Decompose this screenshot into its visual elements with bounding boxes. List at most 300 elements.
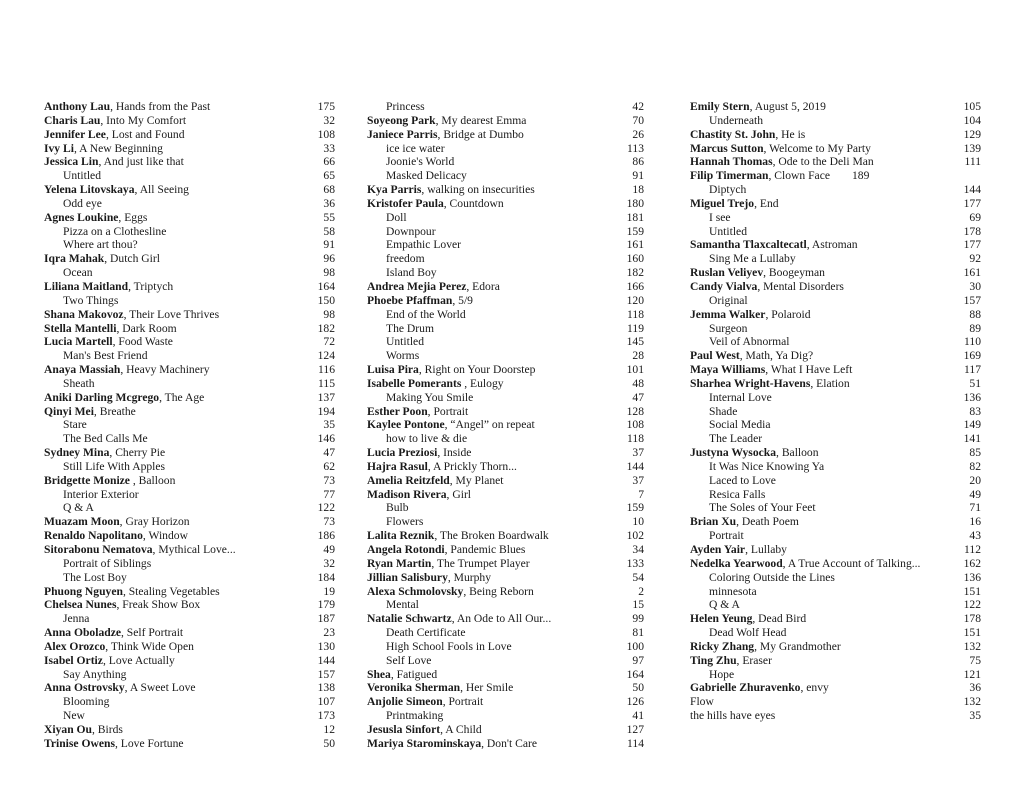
author-name: Chelsea Nunes bbox=[44, 598, 117, 612]
work-title: Original bbox=[709, 293, 748, 307]
index-entry bbox=[367, 460, 644, 474]
index-sub-entry bbox=[44, 266, 335, 280]
index-entry bbox=[44, 681, 335, 695]
work-title: Astroman bbox=[811, 238, 858, 252]
page-number: 91 bbox=[632, 169, 644, 183]
separator: , bbox=[142, 529, 149, 543]
entry-text bbox=[367, 571, 491, 585]
author-name: Paul West bbox=[690, 349, 740, 363]
work-title: Worms bbox=[386, 349, 420, 363]
page-number: 42 bbox=[632, 100, 644, 113]
index-sub-entry bbox=[367, 598, 644, 612]
index-entry bbox=[367, 529, 644, 543]
work-title: Flowers bbox=[386, 515, 424, 529]
work-title: ice ice water bbox=[386, 141, 445, 155]
separator: , bbox=[446, 487, 453, 501]
author-name: Gabrielle Zhuravenko bbox=[690, 681, 801, 695]
work-title: Cherry Pie bbox=[115, 446, 166, 460]
index-entry bbox=[44, 654, 335, 668]
index-entry bbox=[367, 363, 644, 377]
index-entry bbox=[44, 128, 335, 142]
work-title: Ode to the Deli Man bbox=[778, 155, 874, 169]
work-title: Doll bbox=[386, 210, 407, 224]
page-number: 157 bbox=[317, 667, 335, 681]
entry-text bbox=[367, 432, 467, 446]
author-name: Phuong Nguyen bbox=[44, 584, 123, 598]
index-entry bbox=[44, 142, 335, 156]
page-number: 161 bbox=[626, 238, 644, 252]
entry-text bbox=[367, 266, 437, 280]
work-title: Internal Love bbox=[709, 390, 772, 404]
author-name: Sitorabonu Nematova bbox=[44, 543, 153, 556]
author-name: Janiece Parris bbox=[367, 127, 438, 141]
entry-text bbox=[44, 585, 220, 599]
index-sub-entry bbox=[44, 225, 335, 239]
author-name: Iqra Mahak bbox=[44, 252, 105, 266]
work-title: Say Anything bbox=[63, 667, 127, 681]
work-title: Right on Your Doorstep bbox=[424, 363, 536, 377]
work-title: Death Certificate bbox=[386, 626, 466, 640]
page-number: 50 bbox=[632, 681, 644, 695]
page-number: 189 bbox=[852, 169, 870, 183]
entry-text bbox=[44, 737, 184, 751]
page-number: 102 bbox=[626, 529, 644, 543]
page-number: 68 bbox=[323, 183, 335, 197]
page-number: 92 bbox=[969, 252, 981, 266]
index-sub-entry bbox=[690, 432, 981, 446]
author-name: Phoebe Pfaffman bbox=[367, 293, 453, 307]
work-title: Being Reborn bbox=[469, 584, 534, 598]
work-title: Don't Care bbox=[486, 736, 537, 750]
separator: , bbox=[110, 100, 116, 113]
index-entry bbox=[690, 612, 981, 626]
author-name: Andrea Mejia Perez bbox=[367, 279, 467, 293]
separator: , bbox=[152, 543, 159, 556]
entry-text bbox=[690, 557, 920, 571]
page-number: 120 bbox=[626, 293, 644, 307]
page-number: 2 bbox=[638, 584, 644, 598]
index-entry bbox=[44, 446, 335, 460]
separator: , bbox=[806, 238, 812, 252]
author-name: Lucia Preziosi bbox=[367, 446, 438, 460]
work-title: Murphy bbox=[453, 570, 492, 584]
entry-text bbox=[44, 155, 184, 169]
author-name: Mariya Starominskaya bbox=[367, 736, 482, 750]
page-number: 112 bbox=[964, 543, 981, 556]
entry-text bbox=[44, 211, 147, 225]
page-number: 144 bbox=[626, 459, 644, 473]
entry-text bbox=[44, 446, 165, 460]
work-title: A Child bbox=[445, 722, 482, 736]
index-entry bbox=[44, 723, 335, 737]
separator: , bbox=[128, 279, 134, 293]
work-title: Polaroid bbox=[771, 307, 811, 321]
page-number: 173 bbox=[317, 709, 335, 723]
entry-text bbox=[367, 391, 473, 405]
entry-text bbox=[44, 322, 177, 336]
separator: , bbox=[442, 695, 449, 709]
author-name: Muazam Moon bbox=[44, 515, 120, 529]
work-title: The Lost Boy bbox=[63, 570, 127, 584]
separator: , bbox=[736, 653, 743, 667]
index-sub-entry bbox=[690, 474, 981, 488]
entry-text bbox=[44, 598, 200, 612]
separator: , bbox=[73, 141, 80, 155]
separator: , bbox=[109, 446, 116, 460]
work-title: All Seeing bbox=[139, 183, 189, 197]
page-number: 164 bbox=[317, 279, 335, 293]
entry-text bbox=[690, 155, 874, 169]
separator: , bbox=[124, 681, 130, 695]
index-entry bbox=[44, 280, 335, 294]
entry-text bbox=[367, 488, 471, 502]
page-number: 54 bbox=[632, 570, 644, 584]
author-name: Charis Lau bbox=[44, 113, 101, 127]
author-name: Jesusla Sinfort bbox=[367, 722, 441, 736]
separator: , bbox=[120, 363, 127, 377]
page-number: 101 bbox=[626, 363, 644, 377]
page-number: 58 bbox=[323, 224, 335, 238]
index-entry bbox=[690, 155, 981, 169]
index-entry bbox=[367, 557, 644, 571]
work-title: Shade bbox=[709, 404, 738, 418]
entry-text bbox=[690, 654, 772, 668]
entry-text bbox=[44, 238, 138, 252]
index-entry bbox=[690, 238, 981, 252]
index-entry bbox=[367, 377, 644, 391]
page-number: 136 bbox=[963, 570, 981, 584]
separator: , bbox=[159, 390, 165, 404]
index-sub-entry bbox=[367, 654, 644, 668]
entry-text bbox=[44, 363, 210, 377]
index-sub-entry bbox=[367, 515, 644, 529]
work-title: Bridge at Dumbo bbox=[443, 127, 524, 141]
page-number: 177 bbox=[963, 238, 981, 252]
work-title: A Sweet Love bbox=[129, 681, 196, 695]
work-title: The Broken Boardwalk bbox=[439, 529, 549, 543]
entry-text bbox=[690, 640, 841, 654]
entry-text bbox=[44, 668, 126, 682]
index-entry bbox=[367, 418, 644, 432]
author-name: Anthony Lau bbox=[44, 100, 111, 113]
index-sub-entry bbox=[690, 626, 981, 640]
entry-text bbox=[690, 571, 835, 585]
page-number: 18 bbox=[632, 183, 644, 197]
index-entry bbox=[367, 723, 644, 737]
work-title: Eraser bbox=[742, 653, 772, 667]
separator: , bbox=[427, 404, 434, 418]
entry-text bbox=[367, 294, 473, 308]
entry-text bbox=[44, 142, 163, 156]
separator: , bbox=[118, 210, 125, 224]
page-number: 124 bbox=[317, 349, 335, 363]
page-number: 132 bbox=[963, 639, 981, 653]
work-title: Lullaby bbox=[750, 543, 787, 556]
index-sub-entry bbox=[690, 668, 981, 682]
author-name: Anna Oboladze bbox=[44, 626, 121, 640]
page-number: 96 bbox=[323, 252, 335, 266]
author-name: Ruslan Veliyev bbox=[690, 266, 764, 280]
page-number: 141 bbox=[963, 432, 981, 446]
work-title: Underneath bbox=[709, 113, 764, 127]
index-entry bbox=[690, 128, 981, 142]
separator: , bbox=[754, 639, 760, 653]
entry-text bbox=[367, 515, 423, 529]
page-number: 139 bbox=[963, 141, 981, 155]
entry-text bbox=[690, 585, 757, 599]
entry-text bbox=[44, 474, 175, 488]
page-number: 88 bbox=[969, 307, 981, 321]
page-number: 49 bbox=[323, 543, 335, 556]
separator: , bbox=[100, 113, 107, 127]
entry-text bbox=[690, 266, 825, 280]
page-number: 145 bbox=[626, 335, 644, 349]
work-title: Still Life With Apples bbox=[63, 459, 166, 473]
page-number: 121 bbox=[963, 667, 981, 681]
index-entry bbox=[367, 197, 644, 211]
work-title: Math, Ya Dig? bbox=[745, 349, 814, 363]
separator: , bbox=[768, 169, 775, 183]
separator: , bbox=[447, 570, 454, 584]
work-title: What I Have Left bbox=[770, 363, 853, 377]
work-title: Princess bbox=[386, 100, 425, 113]
author-name: Trinise Owens bbox=[44, 736, 115, 750]
entry-text bbox=[44, 114, 186, 128]
author-name: Filip Timerman bbox=[690, 169, 769, 183]
work-title: Untitled bbox=[386, 335, 424, 349]
work-title: Eggs bbox=[124, 210, 148, 224]
index-entry bbox=[690, 169, 981, 183]
page-number: 72 bbox=[323, 335, 335, 349]
entry-text bbox=[367, 598, 419, 612]
separator: , bbox=[463, 584, 470, 598]
index-sub-entry bbox=[44, 197, 335, 211]
work-title: Love Fortune bbox=[120, 736, 184, 750]
index-sub-entry bbox=[44, 488, 335, 502]
author-name: Soyeong Park bbox=[367, 113, 436, 127]
page-number: 129 bbox=[963, 127, 981, 141]
page-number: 164 bbox=[626, 667, 644, 681]
entry-text bbox=[367, 446, 471, 460]
index-sub-entry bbox=[367, 308, 644, 322]
page-number: 187 bbox=[317, 612, 335, 626]
work-title: Laced to Love bbox=[709, 473, 776, 487]
work-title: Balloon bbox=[781, 446, 819, 460]
index-sub-entry bbox=[367, 322, 644, 336]
author-name: Madison Rivera bbox=[367, 487, 447, 501]
work-title: My Grandmother bbox=[759, 639, 841, 653]
page-number: 151 bbox=[963, 626, 981, 640]
page-number: 15 bbox=[632, 598, 644, 612]
page-number: 184 bbox=[317, 570, 335, 584]
author-name: Stella Mantelli bbox=[44, 321, 117, 335]
entry-text bbox=[44, 654, 175, 668]
entry-text bbox=[367, 128, 524, 142]
work-title: August 5, 2019 bbox=[754, 100, 826, 113]
entry-text bbox=[44, 723, 123, 737]
entry-text bbox=[367, 723, 482, 737]
page-number: 47 bbox=[632, 390, 644, 404]
entry-text bbox=[44, 515, 190, 529]
index-entry bbox=[44, 363, 335, 377]
work-title: Death Poem bbox=[741, 515, 799, 529]
index-sub-entry bbox=[44, 571, 335, 585]
entry-text bbox=[44, 543, 236, 557]
page-number: 146 bbox=[317, 432, 335, 446]
separator: , bbox=[481, 736, 487, 750]
separator: , bbox=[112, 335, 119, 349]
entry-text bbox=[690, 294, 748, 308]
index-sub-entry bbox=[44, 377, 335, 391]
index-sub-entry bbox=[44, 169, 335, 183]
page-number: 62 bbox=[323, 459, 335, 473]
entry-text bbox=[690, 280, 844, 294]
page-number: 122 bbox=[317, 501, 335, 515]
entry-text bbox=[367, 474, 504, 488]
index-entry bbox=[690, 557, 981, 571]
page-number: 75 bbox=[969, 653, 981, 667]
separator: , bbox=[765, 363, 771, 377]
work-title: Jenna bbox=[63, 612, 90, 626]
work-title: Girl bbox=[452, 487, 472, 501]
entry-text bbox=[690, 488, 765, 502]
separator: , bbox=[437, 446, 444, 460]
entry-text bbox=[44, 501, 94, 515]
index-entry bbox=[367, 294, 644, 308]
page-number: 111 bbox=[964, 155, 981, 169]
page-number: 28 bbox=[632, 349, 644, 363]
page-number: 98 bbox=[323, 307, 335, 321]
author-name: Jennifer Lee bbox=[44, 127, 106, 141]
index-entry bbox=[367, 280, 644, 294]
entry-text bbox=[690, 474, 776, 488]
page-number: 81 bbox=[632, 626, 644, 640]
entry-text bbox=[690, 322, 747, 336]
work-title: Flow bbox=[690, 695, 714, 709]
separator: , bbox=[123, 307, 130, 321]
page-number: 34 bbox=[632, 543, 644, 556]
work-title: Printmaking bbox=[386, 709, 444, 723]
entry-text bbox=[690, 460, 824, 474]
author-name: Alex Orozco bbox=[44, 639, 106, 653]
page-number: 179 bbox=[317, 598, 335, 612]
page-number: 50 bbox=[323, 736, 335, 750]
page-number: 30 bbox=[969, 279, 981, 293]
entry-text bbox=[367, 626, 466, 640]
page-number: 181 bbox=[626, 210, 644, 224]
work-title: Island Boy bbox=[386, 266, 437, 280]
separator: , bbox=[434, 529, 440, 543]
entry-text bbox=[367, 238, 461, 252]
author-name: Ryan Martin bbox=[367, 556, 432, 570]
page-number: 82 bbox=[969, 459, 981, 473]
page-number: 16 bbox=[969, 515, 981, 529]
entry-text bbox=[690, 363, 852, 377]
work-title: Sing Me a Lullaby bbox=[709, 252, 796, 266]
separator: , bbox=[749, 100, 755, 113]
index-entry bbox=[690, 515, 981, 529]
entry-text bbox=[44, 225, 166, 239]
work-title: Birds bbox=[97, 722, 123, 736]
index-sub-entry bbox=[690, 211, 981, 225]
entry-text bbox=[690, 377, 850, 391]
entry-text bbox=[690, 183, 746, 197]
entry-text bbox=[44, 405, 136, 419]
work-title: Window bbox=[148, 529, 188, 543]
entry-text bbox=[44, 432, 148, 446]
index-entry bbox=[690, 363, 981, 377]
entry-text bbox=[690, 598, 740, 612]
page-number: 71 bbox=[969, 501, 981, 515]
entry-text bbox=[690, 308, 811, 322]
author-name: Hajra Rasul bbox=[367, 459, 428, 473]
index-sub-entry bbox=[44, 432, 335, 446]
index-entry bbox=[44, 585, 335, 599]
separator: , bbox=[93, 404, 100, 418]
page-number: 99 bbox=[632, 612, 644, 626]
author-name: Renaldo Napolitano bbox=[44, 529, 143, 543]
index-entry bbox=[44, 529, 335, 543]
work-title: The Soles of Your Feet bbox=[709, 501, 816, 515]
work-title: Boogeyman bbox=[768, 266, 825, 280]
work-title: Joonie's World bbox=[386, 155, 455, 169]
work-title: Hands from the Past bbox=[115, 100, 211, 113]
index-sub-entry bbox=[44, 709, 335, 723]
index-sub-entry bbox=[367, 349, 644, 363]
author-name: Ayden Yair bbox=[690, 543, 746, 556]
separator: , bbox=[775, 127, 782, 141]
separator: , bbox=[134, 183, 140, 197]
index-sub-entry bbox=[44, 460, 335, 474]
work-title: Love Actually bbox=[108, 653, 175, 667]
work-title: Untitled bbox=[709, 224, 747, 238]
separator: , bbox=[800, 681, 807, 695]
entry-text bbox=[690, 543, 787, 557]
page-number: 113 bbox=[627, 141, 644, 155]
author-name: Kya Parris bbox=[367, 183, 422, 197]
index-entry bbox=[367, 585, 644, 599]
separator: , bbox=[464, 376, 471, 390]
work-title: Balloon bbox=[138, 473, 176, 487]
page-number: 89 bbox=[969, 321, 981, 335]
index-sub-entry bbox=[367, 142, 644, 156]
work-title: Gray Horizon bbox=[125, 515, 190, 529]
separator: , bbox=[418, 363, 425, 377]
separator: , bbox=[435, 113, 442, 127]
entry-text bbox=[367, 197, 504, 211]
work-title: Dutch Girl bbox=[110, 252, 160, 266]
entry-text bbox=[44, 100, 210, 114]
index-sub-entry bbox=[44, 238, 335, 252]
page-number: 85 bbox=[969, 446, 981, 460]
work-title: envy bbox=[806, 681, 829, 695]
separator: , bbox=[466, 279, 473, 293]
work-title: Pandemic Blues bbox=[450, 543, 526, 556]
page-number: 48 bbox=[632, 376, 644, 390]
author-name: Marcus Sutton bbox=[690, 141, 764, 155]
entry-text bbox=[44, 280, 173, 294]
page-number: 66 bbox=[323, 155, 335, 169]
work-title: And just like that bbox=[103, 155, 184, 169]
work-title: He is bbox=[781, 127, 806, 141]
work-title: Inside bbox=[443, 446, 472, 460]
index-sub-entry bbox=[690, 488, 981, 502]
page-number: 10 bbox=[632, 515, 644, 529]
work-title: 5/9 bbox=[458, 293, 473, 307]
work-title: Dead Bird bbox=[758, 612, 807, 626]
work-title: Blooming bbox=[63, 695, 110, 709]
entry-text bbox=[44, 308, 219, 322]
